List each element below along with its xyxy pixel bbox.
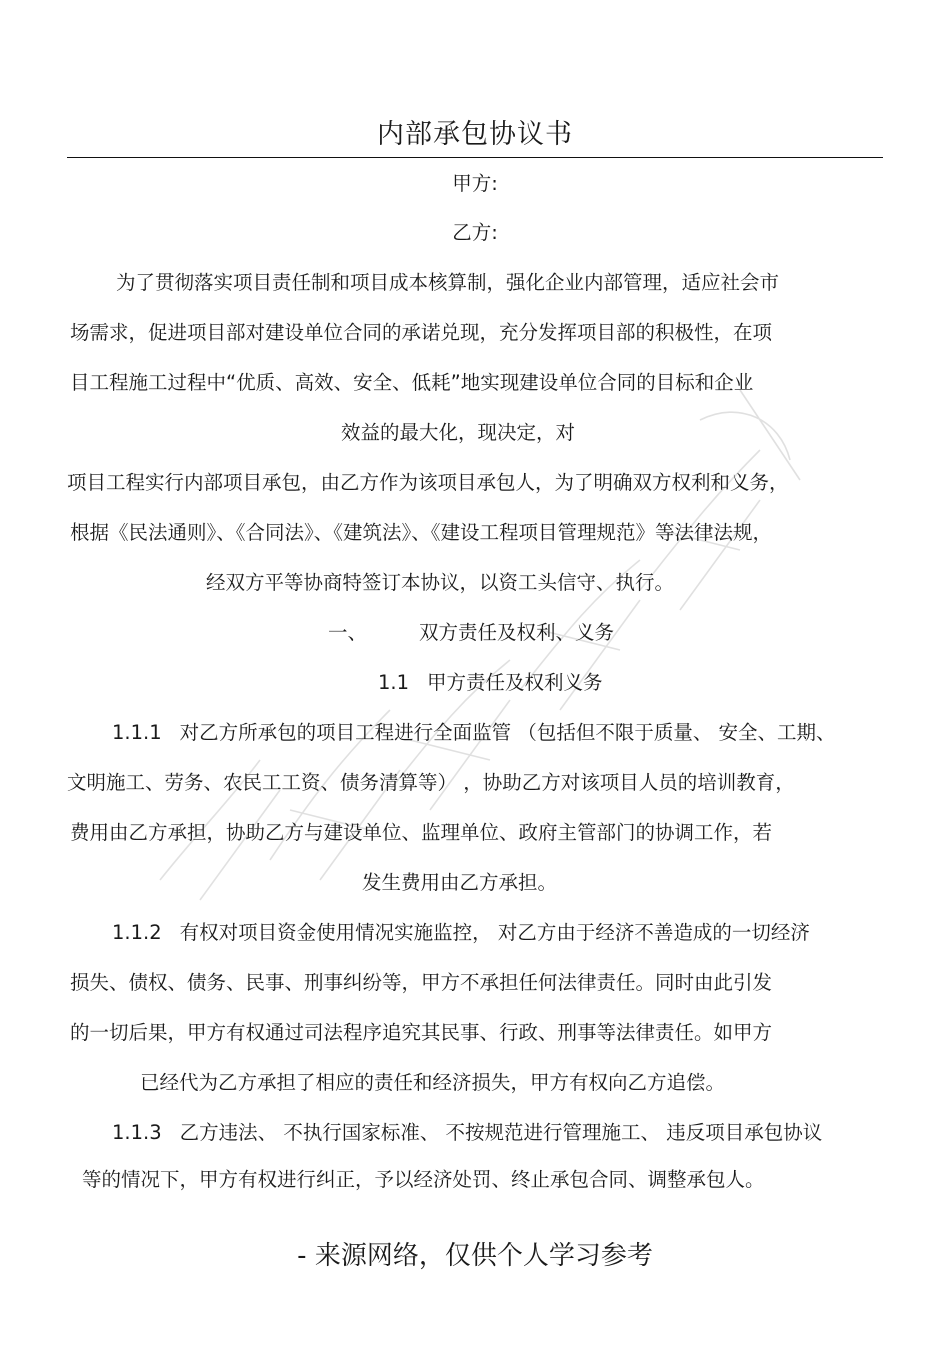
clause-1-1-2-line-4: 已经代为乙方承担了相应的责任和经济损失，甲方有权向乙方追偿。 (140, 1071, 726, 1094)
intro-line-7: 经双方平等协商特签订本协议，以资工头信守、执行。 (206, 571, 675, 594)
intro-line-4: 效益的最大化，现决定，对 (341, 421, 576, 444)
clause-1-1-2-line-2: 损失、债权、债务、民事、刑事纠纷等，甲方不承担任何法律责任。同时由此引发 (70, 971, 773, 994)
clause-1-1-2-line-3: 的一切后果，甲方有权通过司法程序追究其民事、行政、刑事等法律责任。如甲方 (70, 1021, 773, 1044)
intro-line-3: 目工程施工过程中“优质、高效、安全、低耗”地实现建设单位合同的目标和企业 (70, 371, 754, 394)
title-divider (67, 157, 883, 158)
party-b-label: 乙方: (452, 221, 498, 244)
section-1-heading (328, 620, 614, 646)
intro-line-5: 项目工程实行内部项目承包，由乙方作为该项目承包人，为了明确双方权利和义务， (67, 471, 789, 494)
section-1-1-title: 甲方责任及权利义务 (427, 671, 603, 694)
clause-1-1-2-line-1 (112, 920, 810, 946)
clause-1-1-1-line-1 (112, 720, 836, 746)
intro-line-1: 为了贯彻落实项目责任制和项目成本核算制，强化企业内部管理，适应社会市 (116, 271, 780, 294)
section-1-number: 一、 (328, 621, 368, 644)
section-1-1-heading (378, 670, 603, 696)
clause-1-1-3-number: 1.1.3 (112, 1121, 162, 1144)
clause-1-1-1-line-3: 费用由乙方承担，协助乙方与建设单位、监理单位、政府主管部门的协调工作，若 (70, 821, 773, 844)
document-title: 内部承包协议书 (377, 119, 573, 150)
source-footer: - 来源网络，仅供个人学习参考 (297, 1241, 653, 1271)
clause-1-1-3-line-1 (112, 1120, 822, 1146)
clause-1-1-2-text-1: 有权对项目资金使用情况实施监控， 对乙方由于经济不善造成的一切经济 (179, 921, 810, 944)
section-1-1-number: 1.1 (378, 671, 410, 694)
clause-1-1-1-text-1: 对乙方所承包的项目工程进行全面监管 （包括但不限于质量、 安全、工期、 (179, 721, 836, 744)
clause-1-1-3-text-1: 乙方违法、 不执行国家标准、 不按规范进行管理施工、 违反项目承包协议 (179, 1121, 823, 1144)
clause-1-1-3-line-2: 等的情况下，甲方有权进行纠正，予以经济处罚、终止承包合同、调整承包人。 (82, 1168, 765, 1191)
clause-1-1-1-line-2: 文明施工、劳务、农民工工资、债务清算等） ，协助乙方对该项目人员的培训教育， (67, 771, 795, 794)
clause-1-1-2-number: 1.1.2 (112, 921, 162, 944)
intro-line-2: 场需求，促进项目部对建设单位合同的承诺兑现，充分发挥项目部的积极性，在项 (70, 321, 773, 344)
clause-1-1-1-line-4: 发生费用由乙方承担。 (362, 871, 558, 894)
party-a-label: 甲方: (452, 172, 498, 195)
clause-1-1-1-number: 1.1.1 (112, 721, 162, 744)
intro-line-6: 根据《民法通则》、《合同法》、《建筑法》、《建设工程项目管理规范》等法律法规， (70, 521, 773, 544)
section-1-title: 双方责任及权利、义务 (419, 621, 615, 644)
